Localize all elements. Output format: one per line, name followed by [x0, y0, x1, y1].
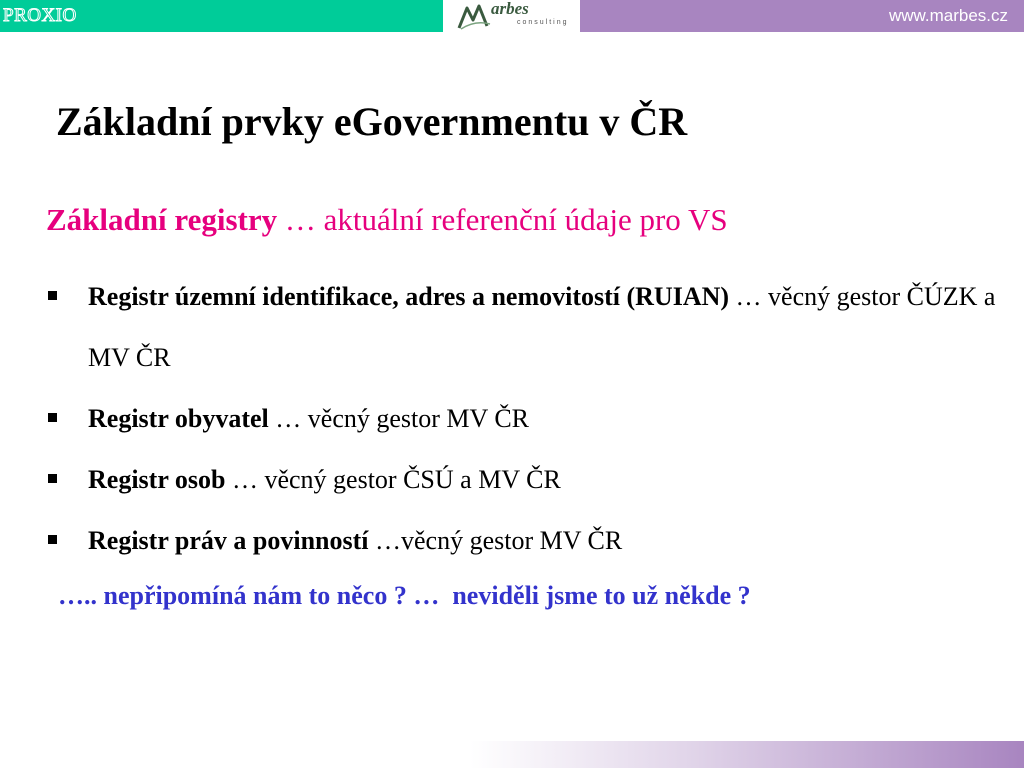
bullet-square-icon [48, 535, 57, 544]
bullet-square-icon [48, 413, 57, 422]
item-title: Registr osob [88, 465, 226, 494]
footer-gradient-bar [470, 741, 1024, 768]
logo-subtitle: consulting [517, 19, 569, 26]
bullet-square-icon [48, 474, 57, 483]
bullet-square-icon [48, 291, 57, 300]
item-title: Registr práv a povinností [88, 526, 369, 555]
list-item [46, 266, 1006, 388]
slide-title: Základní prvky eGovernmentu v ČR [56, 99, 688, 144]
marbes-logo [443, 0, 580, 32]
item-detail: … věcný gestor MV ČR [268, 404, 530, 433]
brand-label: PROXIO [3, 5, 77, 26]
item-detail: …věcný gestor MV ČR [368, 526, 623, 555]
header-purple-band [580, 0, 1024, 32]
header-bar [0, 0, 1024, 32]
item-title: Registr územní identifikace, adres a nemovitostí (RUIAN) [88, 282, 730, 311]
subtitle-rest: … aktuální referenční údaje pro VS [277, 202, 728, 237]
item-detail: … věcný gestor ČÚZK a MV ČR [88, 282, 996, 372]
closing-question: ….. nepřipomíná nám to něco ? … neviděli jsme to už někde ? [58, 581, 751, 610]
section-subtitle [46, 200, 728, 240]
registry-list [46, 266, 1006, 571]
subtitle-bold: Základní registry [46, 202, 278, 237]
list-item [46, 510, 1006, 571]
logo-word: arbes [491, 0, 529, 18]
item-detail: … věcný gestor ČSÚ a MV ČR [225, 465, 561, 494]
header-green-band [0, 0, 443, 32]
list-item [46, 388, 1006, 449]
logo-m-icon [457, 2, 491, 30]
website-url: www.marbes.cz [888, 6, 1008, 25]
item-title: Registr obyvatel [88, 404, 269, 433]
list-item [46, 449, 1006, 510]
